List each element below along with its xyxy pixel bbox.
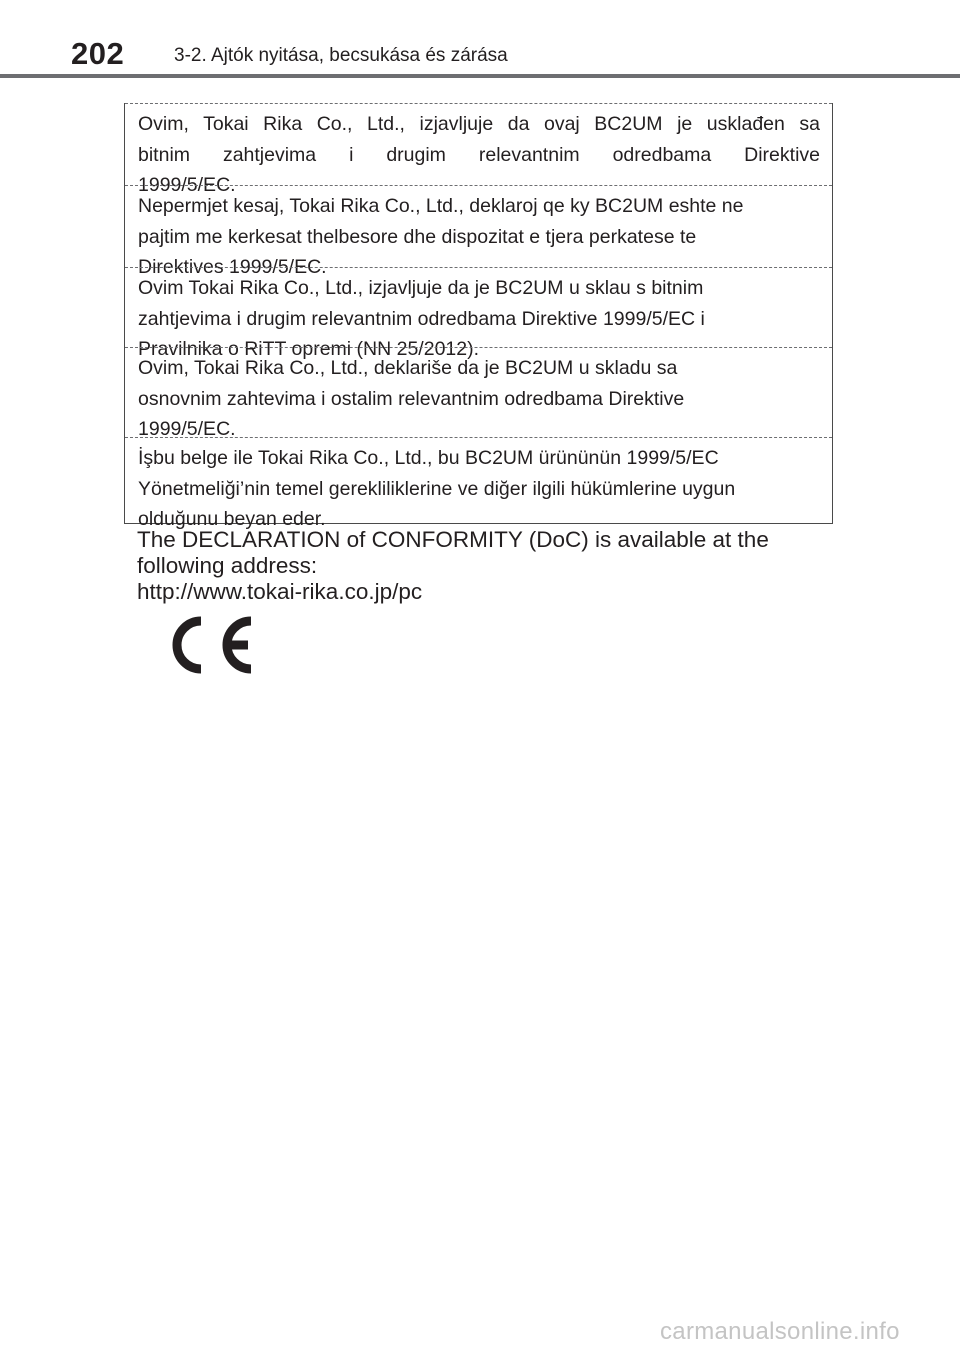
declaration-line: olduğunu beyan eder.	[138, 508, 326, 530]
declaration-line: İşbu belge ile Tokai Rika Co., Ltd., bu BC2UM ürününün 1999/5/EC	[138, 447, 719, 469]
declaration-line: Pravilnika o RiTT opremi (NN 25/2012).	[138, 338, 480, 360]
doc-url: http://www.tokai-rika.co.jp/pc	[137, 579, 423, 604]
declaration-serbian	[125, 347, 832, 445]
doc-note-line: The DECLARATION of CONFORMITY (DoC) is available at the	[137, 527, 769, 552]
doc-note-line: following address:	[137, 553, 318, 578]
declaration-line: Ovim Tokai Rika Co., Ltd., izjavljuje da je BC2UM u sklau s bitnim	[138, 277, 704, 299]
declaration-line: pajtim me kerkesat thelbesore dhe dispozitat e tjera perkatese te	[138, 225, 697, 248]
declaration-line: Ovim, Tokai Rika Co., Ltd., deklariše da je BC2UM u skladu sa	[138, 357, 678, 379]
declaration-line: Direktives 1999/5/EC.	[138, 256, 327, 278]
declaration-line: zahtjevima i drugim relevantnim odredbama Direktive 1999/5/EC i	[138, 307, 705, 330]
declaration-line: Yönetmeliği’nin temel gerekliliklerine ve diğer ilgili hükümlerine uygun	[138, 477, 736, 500]
declaration-line: 1999/5/EC.	[138, 174, 236, 196]
declaration-line: Ovim, Tokai Rika Co., Ltd., izjavljuje da ovaj BC2UM je usklađen sa	[138, 113, 820, 135]
declaration-turkish	[125, 437, 832, 535]
page-header	[0, 0, 960, 78]
declaration-line: osnovnim zahtevima i ostalim relevantnim odredbama Direktive	[138, 387, 685, 410]
doc-availability-note	[137, 527, 769, 605]
watermark: carmanualsonline.info	[660, 1318, 900, 1345]
header-divider	[0, 74, 960, 78]
declaration-line: bitnim zahtjevima i drugim relevantnim odredbama Direktive	[138, 143, 820, 166]
declaration-line: Nepermjet kesaj, Tokai Rika Co., Ltd., deklaroj qe ky BC2UM eshte ne	[138, 195, 744, 217]
ce-mark-icon	[165, 612, 259, 678]
page-number: 202	[71, 36, 125, 71]
declaration-line: 1999/5/EC.	[138, 418, 236, 440]
declaration-box	[124, 103, 833, 530]
section-title: 3-2. Ajtók nyitása, becsukása és zárása	[174, 45, 508, 66]
